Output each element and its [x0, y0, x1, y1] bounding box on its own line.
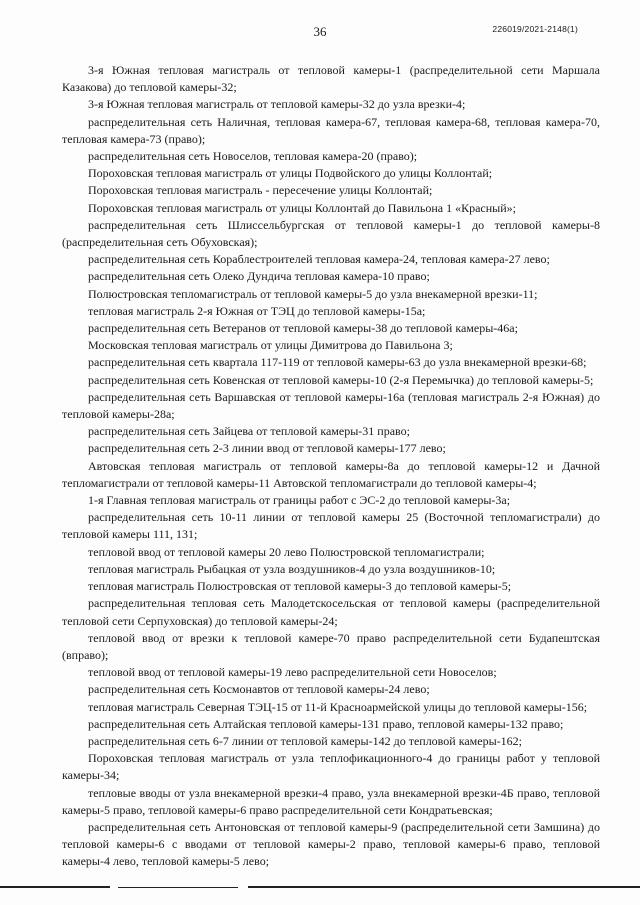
paragraph: Пороховская тепловая магистраль от улицы Подвойского до улицы Коллонтай; [88, 166, 493, 181]
paragraph: распределительная сеть Ковенская от тепловой камеры-10 (2-я Перемычка) до тепловой камеры-5; [88, 372, 594, 387]
paragraph: тепловая магистраль 2-я Южная от ТЭЦ до тепловой камеры-15а; [88, 303, 426, 318]
paragraph: Автовская тепловая магистраль от тепловой камеры-8а до тепловой камеры-12 и Дачной тепломагистрали от тепловой камеры-11 Автовской тепломагистрали до тепловой камеры-4; [62, 458, 600, 490]
paragraph: тепловые вводы от узла внекамерной врезки-4 право, узла внекамерной врезки-4Б право, тепловой камеры-5 право, тепловой камеры-6 право распределительной сети Кондратьевская; [62, 785, 600, 817]
paragraph: тепловая магистраль Северная ТЭЦ-15 от 11-й Красноармейской улицы до тепловой камеры-156; [88, 699, 588, 714]
paragraph: 3-я Южная тепловая магистраль от тепловой камеры-1 (распределительной сети Маршала Казакова) до тепловой камеры-32; [62, 63, 600, 95]
paragraph: распределительная сеть Алтайская тепловой камеры-131 право, тепловой камеры-132 право; [88, 716, 564, 731]
paragraph: распределительная сеть Шлиссельбургская от тепловой камеры-1 до тепловой камеры-8 (распределительная сеть Обуховская); [62, 217, 600, 250]
paragraph: Пороховская тепловая магистраль - пересечение улицы Коллонтай; [88, 183, 433, 198]
paragraph: распределительная сеть Новоселов, тепловая камера-20 (право); [88, 149, 418, 164]
paragraph: 3-я Южная тепловая магистраль от тепловой камеры-32 до узла врезки-4; [88, 97, 466, 112]
paragraph: распределительная сеть Антоновская от тепловой камеры-9 (распределительной сети Замшина) до тепловой камеры-6 с вводами от тепловой камеры-2 право, тепловой камеры-6 право, тепловой камеры-4 лево, тепловой камеры-5 лево; [62, 819, 600, 869]
paragraph: распределительная сеть 10-11 линии от тепловой камеры 25 (Восточной тепломагистрали) до тепловой камеры 111, 131; [62, 510, 600, 542]
footer-divider [0, 886, 640, 890]
paragraph: тепловой ввод от врезки к тепловой камере-70 право распределительной сети Будапештская (вправо); [62, 630, 600, 662]
paragraph: распределительная сеть Варшавская от тепловой камеры-16а (тепловая магистраль 2-я Южная) до тепловой камеры-28а; [62, 389, 600, 422]
paragraph: распределительная сеть 6-7 линии от тепловой камеры-142 до тепловой камеры-162; [88, 733, 522, 748]
document-id: 226019/2021-2148(1) [492, 24, 578, 34]
paragraph: Московская тепловая магистраль от улицы Димитрова до Павильона 3; [88, 338, 453, 353]
paragraph: распределительная сеть квартала 117-119 от тепловой камеры-63 до узла внекамерной врезки-68; [88, 355, 587, 370]
paragraph: тепловая магистраль Рыбацкая от узла воздушников-4 до узла воздушников-10; [88, 561, 496, 576]
paragraph: распределительная сеть Космонавтов от тепловой камеры-24 лево; [88, 682, 430, 697]
paragraph: 1-я Главная тепловая магистраль от границы работ с ЭС-2 до тепловой камеры-3а; [88, 493, 511, 508]
paragraph: распределительная сеть Олеко Дундича тепловая камера-10 право; [88, 269, 430, 284]
paragraph: распределительная сеть Наличная, тепловая камера-67, тепловая камера-68, тепловая камера-70, тепловая камера-73 (право); [62, 114, 600, 146]
paragraph: распределительная сеть Зайцева от тепловой камеры-31 право; [88, 424, 410, 439]
paragraph: распределительная сеть 2-3 линии ввод от тепловой камеры-177 лево; [88, 441, 446, 456]
paragraph: Пороховская тепловая магистраль от узла теплофикационного-4 до границы работ у тепловой камеры-34; [62, 751, 600, 783]
paragraph: распределительная тепловая сеть Малодетскосельская от тепловой камеры (распределительной тепловой сети Серпуховская) до тепловой камеры-24; [62, 596, 600, 628]
paragraph: распределительная сеть Ветеранов от тепловой камеры-38 до тепловой камеры-46а; [88, 321, 518, 336]
paragraph: Пороховская тепловая магистраль от улицы Коллонтай до Павильона 1 «Красный»; [88, 200, 516, 215]
paragraph: Полюстровская тепломагистраль от тепловой камеры-5 до узла внекамерной врезки-11; [88, 286, 538, 301]
page-number: 36 [313, 24, 327, 39]
document-body [62, 62, 600, 871]
paragraph: тепловая магистраль Полюстровская от тепловой камеры-3 до тепловой камеры-5; [88, 579, 512, 594]
paragraph: распределительная сеть Кораблестроителей тепловая камера-24, тепловая камера-27 лево; [88, 252, 550, 267]
paragraph: тепловой ввод от тепловой камеры-19 лево распределительной сети Новоселов; [88, 665, 497, 680]
paragraph: тепловой ввод от тепловой камеры 20 лево Полюстровской тепломагистрали; [88, 544, 485, 559]
